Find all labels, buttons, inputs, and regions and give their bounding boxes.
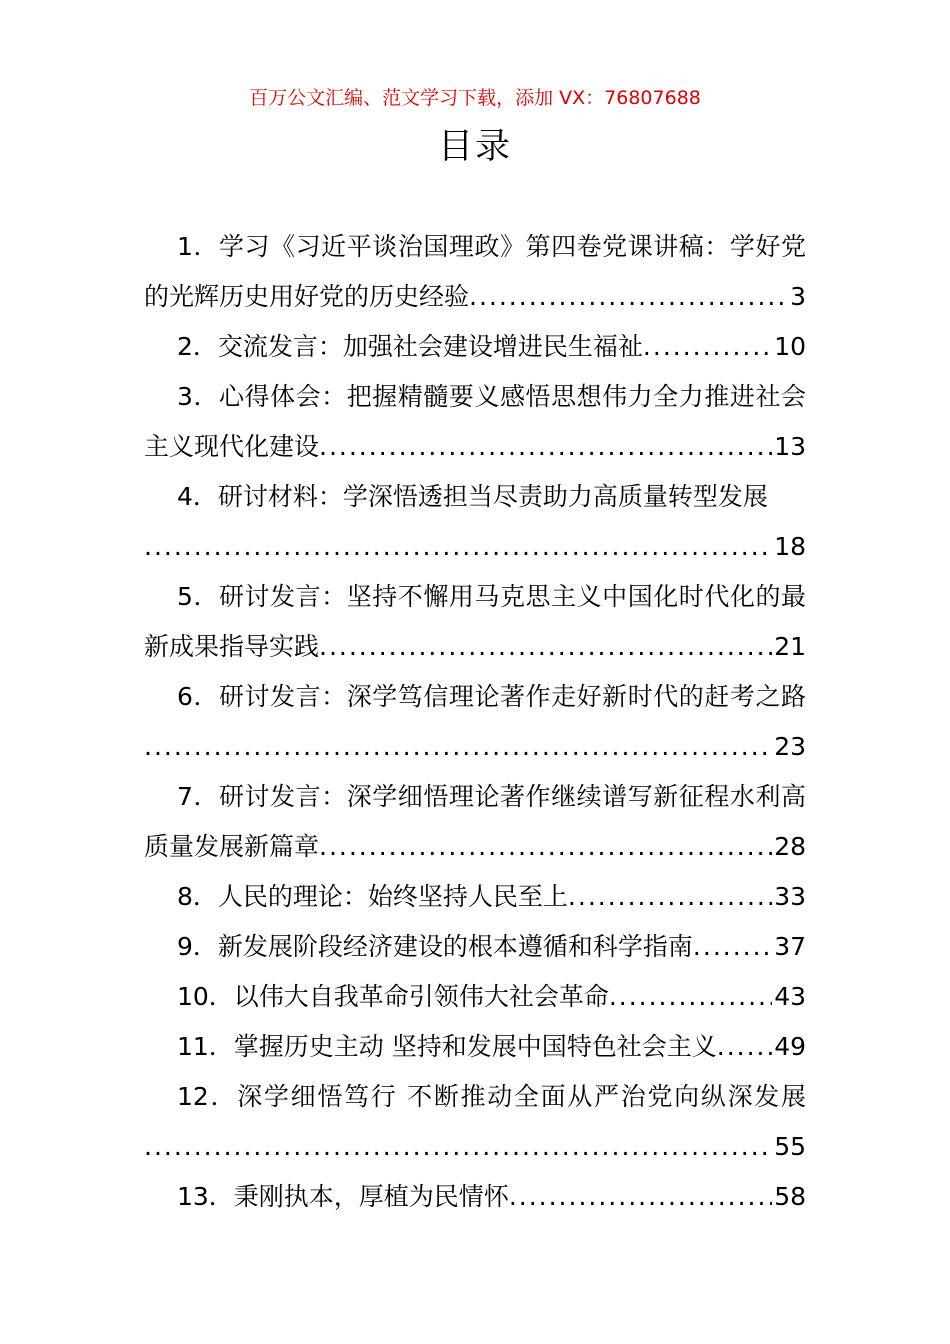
toc-entry-title: 4．研讨材料：学深悟透担当尽责助力高质量转型发展 <box>177 482 768 511</box>
toc-entry-title-continued: 新成果指导实践 <box>144 632 320 661</box>
dot-leader <box>609 972 772 1022</box>
toc-entry-title: 11．掌握历史主动 坚持和发展中国特色社会主义 <box>177 1032 717 1061</box>
toc-entry-4-line-2[interactable] <box>144 522 806 572</box>
toc-entry-title: 10．以伟大自我革命引领伟大社会革命 <box>177 982 609 1011</box>
page-title: 目录 <box>437 127 512 167</box>
dot-leader <box>509 1172 772 1222</box>
toc-entry-8[interactable] <box>144 872 806 922</box>
toc-page-number: 3 <box>790 282 806 311</box>
toc-entry-5-line-1[interactable] <box>144 572 806 622</box>
toc-entry-title-continued: 质量发展新篇章 <box>144 832 320 861</box>
toc-entry-3-line-2[interactable] <box>144 422 806 472</box>
dot-leader <box>144 522 772 572</box>
toc-entry-11[interactable] <box>144 1022 806 1072</box>
toc-entry-title: 2．交流发言：加强社会建设增进民生福祉 <box>177 332 643 361</box>
toc-entry-9[interactable] <box>144 922 806 972</box>
dot-leader <box>568 872 772 922</box>
toc-page-number: 23 <box>774 732 806 761</box>
toc-entry-title: 8．人民的理论：始终坚持人民至上 <box>177 882 568 911</box>
toc-entry-title-continued: 的光辉历史用好党的历史经验 <box>144 282 470 311</box>
toc-page-number: 55 <box>774 1132 806 1161</box>
dot-leader <box>319 822 772 872</box>
toc-page-number: 10 <box>774 332 806 361</box>
dot-leader <box>144 722 772 772</box>
table-of-contents <box>144 222 806 1222</box>
dot-leader <box>319 422 772 472</box>
toc-entry-title: 9．新发展阶段经济建设的根本遵循和科学指南 <box>177 932 693 961</box>
toc-page-number: 37 <box>774 932 806 961</box>
toc-page-number: 43 <box>774 982 806 1011</box>
toc-entry-title: 13．秉刚执本，厚植为民情怀 <box>177 1182 509 1211</box>
toc-page-number: 28 <box>774 832 806 861</box>
toc-page-number: 18 <box>774 532 806 561</box>
toc-entry-10[interactable] <box>144 972 806 1022</box>
toc-entry-13[interactable] <box>144 1172 806 1222</box>
toc-page-number: 58 <box>774 1182 806 1211</box>
toc-page-number: 33 <box>774 882 806 911</box>
toc-entry-title: 1．学习《习近平谈治国理政》第四卷党课讲稿：学好党 <box>177 232 806 261</box>
toc-entry-3-line-1[interactable] <box>144 372 806 422</box>
dot-leader <box>144 1122 772 1172</box>
toc-entry-6-line-1[interactable] <box>144 672 806 722</box>
toc-entry-7-line-1[interactable] <box>144 772 806 822</box>
toc-entry-title: 12．深学细悟笃行 不断推动全面从严治党向纵深发展 <box>177 1082 806 1111</box>
dot-leader <box>643 322 772 372</box>
toc-entry-4-line-1[interactable] <box>144 472 806 522</box>
toc-entry-title: 5．研讨发言：坚持不懈用马克思主义中国化时代化的最 <box>177 582 806 611</box>
toc-entry-title: 3．心得体会：把握精髓要义感悟思想伟力全力推进社会 <box>177 382 806 411</box>
toc-entry-1-line-1[interactable] <box>144 222 806 272</box>
header-watermark-note: 百万公文汇编、范文学习下载，添加 VX：76807688 <box>249 87 701 109</box>
toc-page-number: 13 <box>774 432 806 461</box>
toc-page-number: 49 <box>774 1032 806 1061</box>
toc-entry-title: 7．研讨发言：深学细悟理论著作继续谱写新征程水利高 <box>177 782 806 811</box>
toc-entry-6-line-2[interactable] <box>144 722 806 772</box>
toc-entry-title: 6．研讨发言：深学笃信理论著作走好新时代的赶考之路 <box>177 682 806 711</box>
toc-entry-title-continued: 主义现代化建设 <box>144 432 320 461</box>
toc-entry-7-line-2[interactable] <box>144 822 806 872</box>
toc-page-number: 21 <box>774 632 806 661</box>
dot-leader <box>717 1022 772 1072</box>
toc-entry-5-line-2[interactable] <box>144 622 806 672</box>
dot-leader <box>319 622 772 672</box>
toc-entry-12-line-2[interactable] <box>144 1122 806 1172</box>
toc-entry-1-line-2[interactable] <box>144 272 806 322</box>
dot-leader <box>693 922 772 972</box>
toc-entry-12-line-1[interactable] <box>144 1072 806 1122</box>
dot-leader <box>469 272 788 322</box>
toc-entry-2[interactable] <box>144 322 806 372</box>
